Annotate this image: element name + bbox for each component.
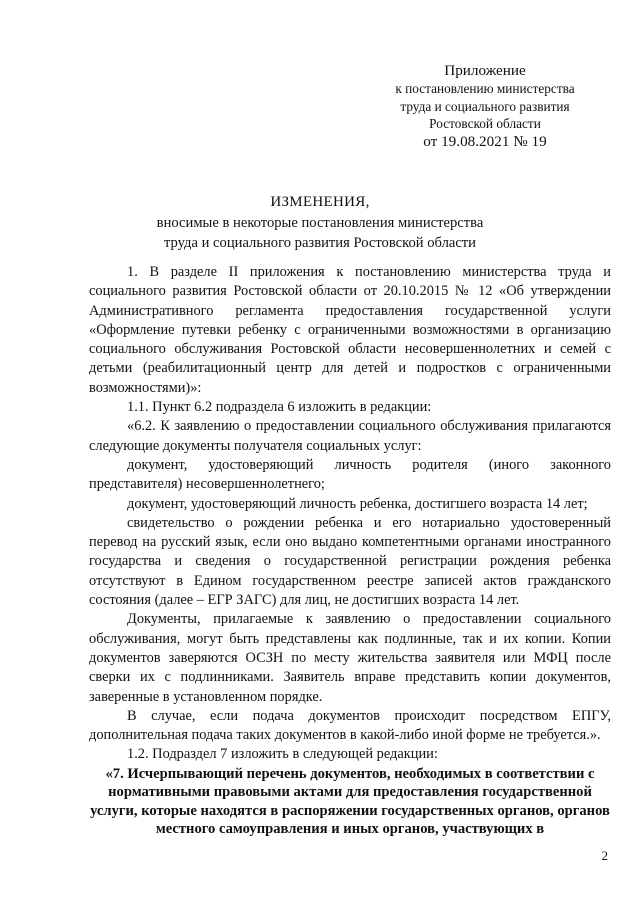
subtitle-line: труда и социального развития Ростовской области [164, 235, 476, 251]
appendix-date: от 19.08.2021 № 19 [423, 132, 547, 150]
document-title: ИЗМЕНЕНИЯ, [270, 194, 370, 210]
paragraph: В случае, если подача документов происходит посредством ЕПГУ, дополнительная подача таких документов в какой-либо иной форме не требуется.». [89, 707, 611, 744]
paragraph: «6.2. К заявлению о предоставлении социального обслуживания прилагаются следующие документы получателя социальных услуг: [89, 418, 611, 454]
appendix-line: труда и социального развития [400, 98, 570, 114]
document-body [89, 263, 611, 839]
appendix-block [370, 62, 600, 151]
appendix-line: к постановлению министерства [395, 81, 575, 96]
paragraph: документ, удостоверяющий личность родителя (иного законного представителя) несовершеннолетнего; [89, 456, 611, 493]
paragraph: документ, удостоверяющий личность ребенка, достигшего возраста 14 лет; [127, 495, 588, 512]
paragraph: 1.2. Подраздел 7 изложить в следующей редакции: [127, 746, 438, 763]
heading-subtitle [90, 213, 550, 253]
appendix-line: Ростовской области [429, 116, 541, 131]
bold-paragraph: «7. Исчерпывающий перечень документов, необходимых в соответствии с нормативными правовыми актами для предоставления государственной услуги, которые находятся в распоряжении государственных органов, органов местного самоуправления и иных органов, участвующих в [90, 765, 610, 838]
heading-block [90, 194, 550, 211]
subtitle-line: вносимые в некоторые постановления министерства [156, 215, 484, 231]
appendix-title: Приложение [444, 62, 526, 79]
paragraph: Документы, прилагаемые к заявлению о предоставлении социального обслуживания, могут быть представлены как подлинные, так и их копии. Копии документов заверяются ОСЗН по месту жительства заявителя или МФЦ после сверки их с подлинниками. Заявитель вправе представить копии документов, заверенные в установленном порядке. [89, 611, 611, 705]
page-number: 2 [601, 848, 608, 863]
paragraph: 1. В разделе II приложения к постановлению министерства труда и социального развития Ростовской области от 20.10.2015 № 12 «Об утверждении Административного регламента предоставления государственной услуги «Оформление путевки ребенку с ограниченными возможностями в организацию социального обслуживания Ростовской области несовершеннолетних и семей с детьми (реабилитационный центр для детей и подростков с ограниченными возможностями)»: [89, 264, 611, 396]
paragraph: свидетельство о рождении ребенка и его нотариально удостоверенный перевод на русский язык, если оно выдано компетентными органами иностранного государства и сведения о государственной регистрации рождения ребенка отсутствуют в Едином государственном реестре записей актов гражданского состояния (далее – ЕГР ЗАГС) для лиц, не достигших возраста 14 лет. [89, 514, 611, 609]
paragraph: 1.1. Пункт 6.2 подраздела 6 изложить в редакции: [127, 399, 432, 416]
